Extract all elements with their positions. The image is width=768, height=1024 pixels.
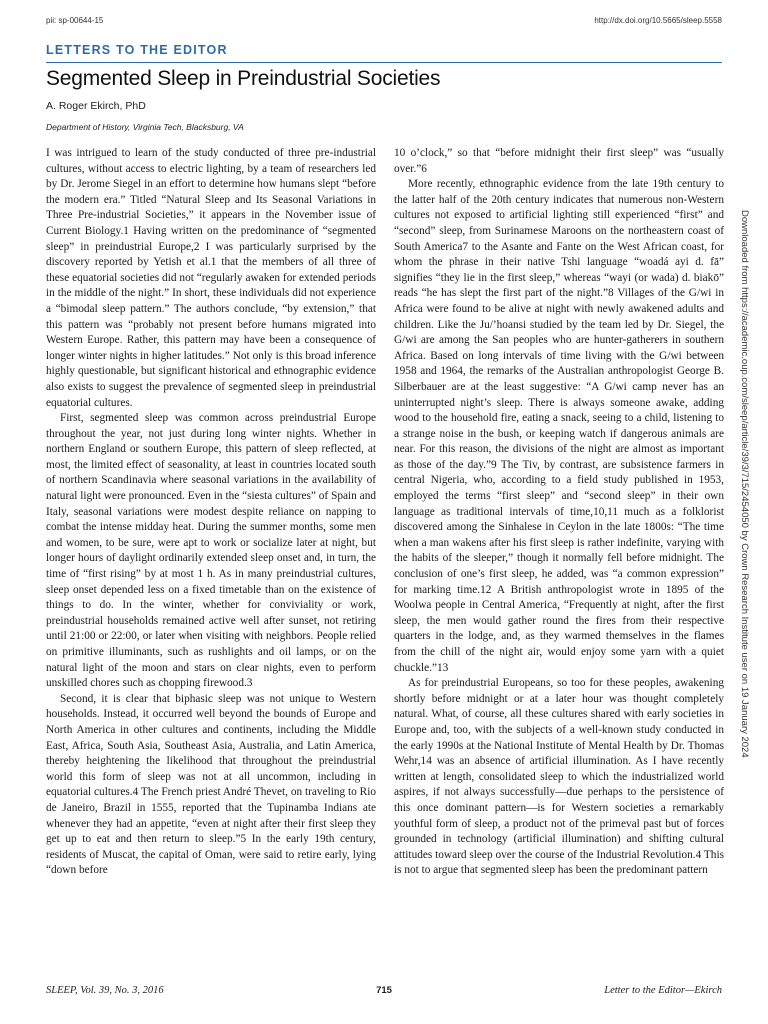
page-footer (46, 985, 722, 1001)
paragraph: As for preindustrial Europeans, so too for these peoples, awakening shortly before midnight or at a later hour was thought completely natural. What, of course, all these cultures shared with early societies in Europe and, too, with the subjects of a well-known study conducted in the early 1990s at the National Institute of Mental Health by Dr. Thomas Wehr,14 was an absence of artificial illumination. As I have recently written at length, consolidated sleep to which the industrialized world aspires, if not always successfully—due perhaps to the persistence of this once dominant pattern—is for Western societies a remarkably youthful form of sleep, a product not of the primeval past but of forces grounded in technology (artificial illumination) and shifting cultural attitudes toward sleep over the course of the Industrial Revolution.4 This is not to argue that segmented sleep has been the predominant pattern (394, 677, 724, 877)
page-number: 715 (376, 985, 392, 996)
paragraph: 10 o’clock,” so that “before midnight their first sleep” was “usually over.”6 (394, 147, 724, 175)
journal-citation: SLEEP, Vol. 39, No. 3, 2016 (46, 985, 164, 996)
section-label: LETTERS TO THE EDITOR (46, 43, 228, 57)
right-column (394, 146, 724, 998)
running-title: Letter to the Editor—Ekirch (604, 985, 722, 996)
pii-text: pii: sp-00644-15 (46, 16, 104, 25)
paragraph: Second, it is clear that biphasic sleep was not unique to Western households. Instead, it occurred well beyond the bounds of Europe and North America in other cultures and continents, including the Middle East, Africa, South Asia, Southeast Asia, Australia, and Latin America, thereby heightening the likelihood that throughout the preindustrial world this form of sleep was not at all uncommon, including in equatorial cultures.4 The French priest André Thevet, on traveling to Rio de Janeiro, Brazil in 1555, reported that the Tupinamba Indians ate whenever they had an appetite, “even at night after their first sleep they get up to eat and then return to sleep.”5 In the early 19th century, residents of Muscat, the capital of Oman, were said to retire early, lying “down before (46, 692, 376, 877)
page-header (46, 16, 722, 28)
doi-link[interactable]: http://dx.doi.org/10.5665/sleep.5558 (594, 16, 722, 25)
author-name: A. Roger Ekirch, PhD (46, 100, 146, 112)
paragraph: More recently, ethnographic evidence from the late 19th century to the latter half of the 20th century indicates that numerous non-Western cultures not exposed to artificial lighting still experienced “first” and “second” sleep, from Surinamese Maroons on the northeastern coast of South America7 to the Asante and Fante on the West African coast, for whom the phrase in their native Tshi language “woadá ayi d. fā” signifies “they lie in the first sleep,” whereas “wayi (or wada) d. biakō” reads “he has slept the first part of the night.”8 Villages of the G/wi in Africa were found to be alive at night with newly awakened adults and children. Like the Ju/’hoansi studied by the team led by Dr. Siegel, the G/wi are among the San peoples who are hunter-gatherers in southern Africa. Based on long intervals of time living with the G/wi between 1958 and 1964, the remarks of the Australian anthropologist George B. Silberbauer are at the least suggestive: “A G/wi camp never has an uninterrupted night’s sleep. There is always someone awake, adding wood to the household fire, eating a snack, seeing to a child, listening to a strange noise in the bush, or keeping watch if dangerous animals are near. For this reason, the divisions of the night are almost as important as those of the day.”9 The Tiv, by contrast, are subsistence farmers in central Nigeria, who, according to a field study published in 1953, employed the terms “first sleep” and “second sleep” in their own language as traditional intervals of time,10,11 much as a folklorist discovered among the Sinhalese in Ceylon in the late 1800s: “The time when a man wakens after his first sleep is rather indefinite, varying with the habits of the sleeper,” though it normally fell before midnight. The conclusion of one’s first sleep, he added, was “a common expression” for marking time.12 A British anthropologist wrote in 1895 of the Woolwa people in Central America, “Frequently at night, after the first sleep, the men would gather round the fires from their respective quarters in the lodge, and, as they warmed themselves in the flames from the chill of the night air, would enjoy some yarn with a quiet chuckle.”13 (394, 178, 724, 674)
download-notice-text: Downloaded from https://academic.oup.com/sleep/article/39/3/715/2454050 by Crown Research Institute user on 19 January 2024 (739, 210, 750, 758)
download-notice (738, 210, 752, 970)
article-title: Segmented Sleep in Preindustrial Societies (46, 67, 441, 90)
author-affiliation: Department of History, Virginia Tech, Blacksburg, VA (46, 122, 244, 132)
paragraph: First, segmented sleep was common across preindustrial Europe throughout the year, not just during long winter nights. Whether in northern England or southern Europe, this pattern of sleep reflected, at most, the limited effect of seasonality, at least in countries located south of northern Scandinavia where seasonal variations in the availability of natural light were pronounced. Even in the “siesta cultures” of Spain and Italy, seasonal variations were modest despite reliance on napping to combat the intense midday heat. During the summer months, some men and women, to be sure, were apt to work or socialize later at night, but longer hours of daylight ordinarily extended sleep onset and, in turn, the time of “first rising” by at most 1 h. As in many preindustrial cultures, sleep onset depended less on a fixed timetable than on the existence of things to do. In the winter, whether for conviviality or work, preindustrial households remained active well after sunset, not retiring until 21:00 or 22:00, or later when visiting with neighbors. People relied on primitive illuminants, such as rushlights and oil lamps, or on the natural light of the moon and stars on clear nights, even to perform unskilled chores such as chopping firewood.3 (46, 412, 376, 690)
left-column (46, 146, 376, 998)
title-divider (46, 62, 722, 63)
paragraph: I was intrigued to learn of the study conducted of three pre-industrial cultures, without access to electric lighting, by a team of researchers led by Dr. Jerome Siegel in an effort to determine how humans slept “before the modern era.” Titled “Natural Sleep and Its Seasonal Variations in Three Pre-industrial Societies,” it appears in the November issue of Current Biology.1 Having written on the predominance of “segmented sleep” in preindustrial Europe,2 I was particularly surprised by the discovery reported by Yetish et al.1 that the members of all three of these equatorial societies did not “regularly awaken for extended periods in the middle of the night.” In short, these individuals did not experience a “bimodal sleep pattern.” The authors conclude, “by extension,” that this pattern was “probably not present before humans migrated into Western Europe. Rather, this pattern may have been a consequence of longer winter nights in higher latitudes.” Not only is this broad inference highly questionable, but significant historical and ethnographic evidence also exists to suggest the prevalence of segmented sleep in preindustrial equatorial cultures. (46, 147, 376, 409)
